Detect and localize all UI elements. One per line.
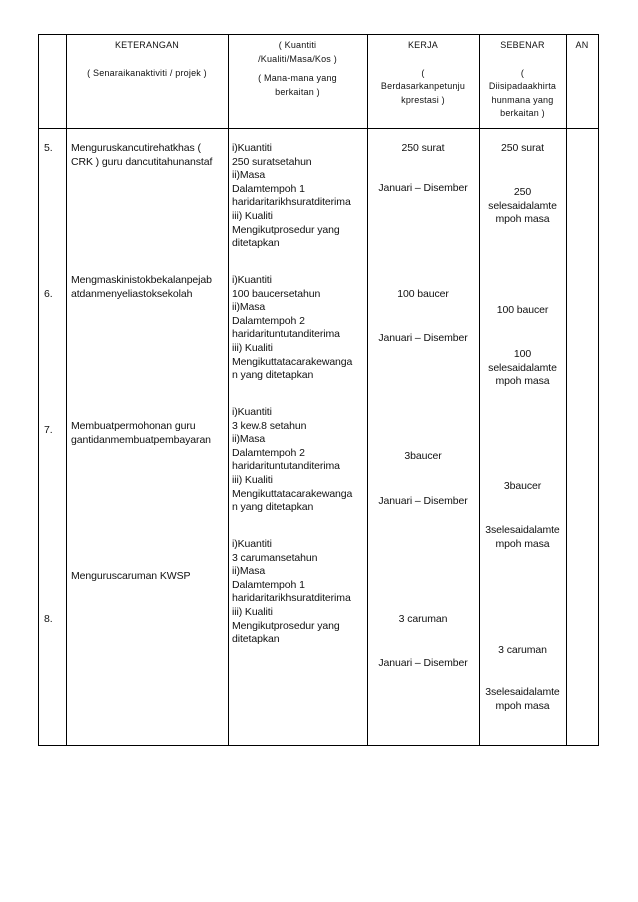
header-text: ( Mana-mana yang	[258, 73, 337, 83]
table-border-bottom	[38, 745, 599, 746]
target-text	[232, 142, 351, 251]
column-divider	[367, 34, 368, 746]
header-text: ( Kuantiti	[278, 40, 317, 50]
actual-line: 3selesaidalamte	[485, 524, 560, 536]
header-text: hunmana yang	[491, 94, 554, 105]
target-line: Mengikutprosedur yang	[232, 619, 340, 632]
header-sebenar	[479, 39, 566, 121]
target-line: haridarituntutanditerima	[232, 328, 340, 341]
header-text: Berdasarkanpetunju	[380, 81, 466, 91]
column-divider	[228, 34, 229, 746]
header-text: (	[520, 67, 525, 78]
activity-line: Menguruscaruman KWSP	[71, 570, 191, 582]
target-line: ditetapkan	[232, 633, 280, 646]
target-line: i)Kuantiti	[232, 274, 272, 286]
column-divider	[479, 34, 480, 746]
header-an	[566, 39, 598, 53]
header-text: AN	[575, 40, 589, 50]
activity-line: CRK ) guru dancutitahunanstaf	[71, 155, 213, 168]
work-quantity: 250 surat	[401, 142, 445, 154]
actual-line: mpoh masa	[495, 699, 550, 712]
column-divider	[566, 34, 567, 746]
target-line: iii) Kualiti	[232, 473, 273, 486]
actual-status	[479, 186, 566, 227]
work-period: Januari – Disember	[378, 657, 468, 669]
header-text: ( Senaraikanaktiviti / projek )	[87, 67, 207, 78]
target-line: i)Kuantiti	[232, 142, 272, 154]
header-kerja	[367, 39, 479, 107]
actual-quantity: 3baucer	[503, 480, 542, 492]
actual-quantity: 100 baucer	[496, 304, 549, 316]
target-line: iii) Kualiti	[232, 605, 273, 618]
activity-line: atdanmenyeliastoksekolah	[71, 287, 193, 300]
activity-line: gantidanmembuatpembayaran	[71, 433, 211, 446]
activity-text	[71, 142, 212, 169]
target-text	[232, 538, 351, 647]
activity-line: Mengmaskinistokbekalanpejab	[71, 274, 212, 286]
target-line: ii)Masa	[232, 169, 266, 182]
column-divider	[66, 34, 67, 746]
target-line: Dalamtempoh 1	[232, 182, 305, 195]
row-number: 8.	[44, 613, 53, 625]
header-keterangan	[66, 39, 228, 80]
work-quantity: 3 caruman	[398, 613, 448, 625]
actual-line: mpoh masa	[495, 375, 550, 388]
actual-line: 250	[513, 186, 532, 198]
target-line: n yang ditetapkan	[232, 369, 314, 382]
actual-quantity: 250 surat	[501, 142, 544, 154]
activity-text	[71, 274, 212, 301]
row-number: 7.	[44, 424, 53, 436]
header-text: Diisipadaakhirta	[488, 81, 557, 91]
work-quantity: 3baucer	[404, 450, 442, 462]
target-line: n yang ditetapkan	[232, 501, 314, 514]
actual-status	[479, 686, 566, 713]
work-period: Januari – Disember	[378, 182, 468, 194]
target-text	[232, 274, 352, 383]
target-line: Mengikuttatacarakewanga	[232, 487, 353, 500]
header-text: berkaitan )	[500, 108, 545, 118]
target-line: i)Kuantiti	[232, 406, 272, 418]
header-text: kprestasi )	[401, 94, 445, 105]
target-line: iii) Kualiti	[232, 341, 273, 354]
work-period: Januari – Disember	[378, 495, 468, 507]
actual-line: 100	[513, 348, 532, 360]
actual-line: mpoh masa	[495, 213, 550, 226]
target-line: ditetapkan	[232, 237, 280, 250]
target-line: Mengikuttatacarakewanga	[232, 355, 353, 368]
target-line: haridarituntutanditerima	[232, 460, 340, 473]
actual-line: 3selesaidalamte	[485, 686, 560, 698]
header-divider	[38, 128, 599, 129]
header-text: (	[421, 67, 425, 78]
header-sasaran	[228, 39, 367, 99]
row-number: 5.	[44, 142, 53, 154]
target-line: ii)Masa	[232, 433, 266, 446]
activity-text	[71, 420, 211, 447]
actual-line: selesaidalamte	[488, 199, 557, 212]
activity-text	[71, 570, 190, 584]
work-period: Januari – Disember	[378, 332, 468, 344]
activity-line: Membuatpermohonan guru	[71, 420, 196, 432]
actual-line: selesaidalamte	[488, 361, 557, 374]
header-text: KERJA	[407, 40, 438, 50]
work-quantity: 100 baucer	[397, 288, 449, 300]
target-line: Dalamtempoh 2	[232, 314, 305, 327]
target-line: 3 carumansetahun	[232, 551, 318, 564]
header-text: SEBENAR	[500, 40, 545, 50]
table-border-right	[598, 34, 599, 746]
target-line: i)Kuantiti	[232, 538, 272, 550]
actual-status	[479, 524, 566, 551]
target-line: haridaritarikhsuratditerima	[232, 592, 351, 605]
header-text: berkaitan )	[275, 86, 320, 97]
activity-line: Menguruskancutirehatkhas (	[71, 142, 201, 154]
table-border-top	[38, 34, 599, 35]
target-line: ii)Masa	[232, 301, 266, 314]
target-text	[232, 406, 352, 515]
target-line: Dalamtempoh 1	[232, 578, 305, 591]
target-line: Dalamtempoh 2	[232, 446, 305, 459]
target-line: 250 suratsetahun	[232, 155, 312, 168]
row-number: 6.	[44, 288, 53, 300]
target-line: 3 kew.8 setahun	[232, 419, 307, 432]
target-line: iii) Kualiti	[232, 209, 273, 222]
work-targets-table	[38, 34, 599, 746]
target-line: 100 baucersetahun	[232, 287, 321, 300]
target-line: haridaritarikhsuratditerima	[232, 196, 351, 209]
header-text: KETERANGAN	[114, 40, 179, 50]
table-border-left	[38, 34, 39, 746]
target-line: Mengikutprosedur yang	[232, 223, 340, 236]
target-line: ii)Masa	[232, 565, 266, 578]
actual-line: mpoh masa	[495, 537, 550, 550]
header-text: /Kualiti/Masa/Kos )	[258, 53, 337, 64]
actual-quantity: 3 caruman	[498, 644, 547, 656]
actual-status	[479, 348, 566, 389]
